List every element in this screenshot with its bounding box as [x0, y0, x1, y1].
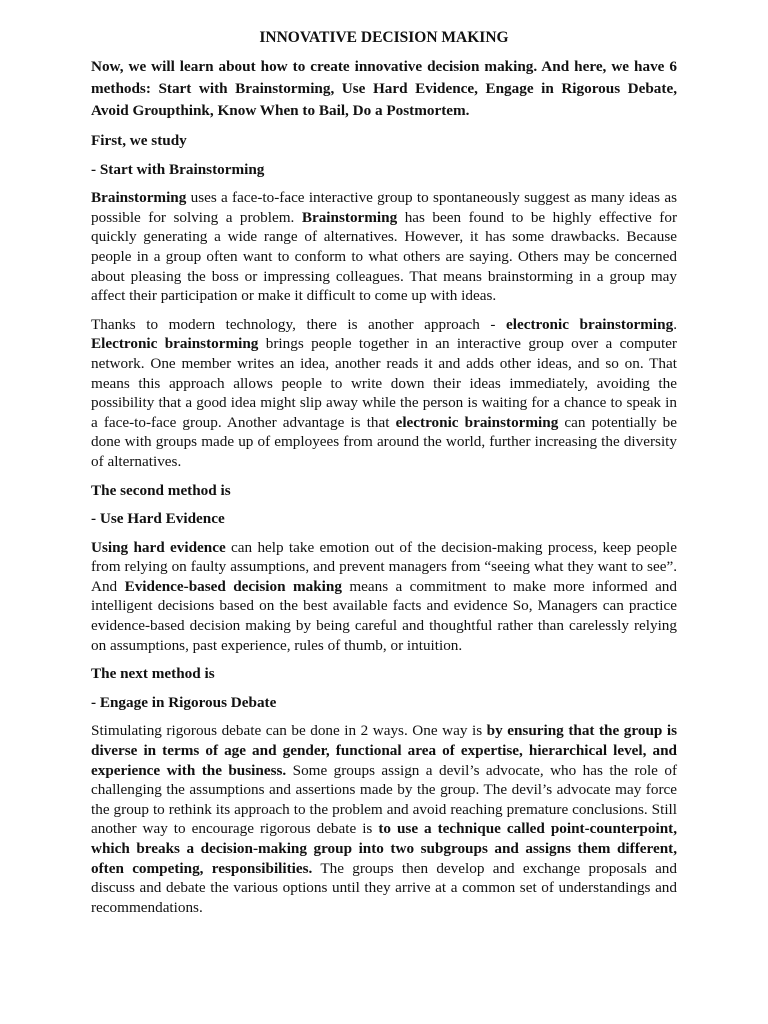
bold-text-run: Electronic brainstorming	[91, 335, 259, 353]
bold-text-run: Using hard evidence	[91, 538, 226, 556]
text-run: Stimulating rigorous debate can be done in 2 ways. One way is	[91, 722, 487, 740]
rigorous-debate-paragraph	[91, 721, 677, 917]
bold-text-run: Evidence-based decision making	[124, 577, 342, 595]
text-run: uses a face-to-face interactive group to spontaneously suggest as many ideas as possible for solving a problem.	[91, 189, 677, 226]
text-run: can potentially be done with groups made up of employees from around the world, further increasing the diversity of alternatives.	[91, 413, 677, 470]
text-run: brings people together in an interactive group over a computer network. One member writes an idea, another reads it and adds other ideas, and so on. That means this approach allows people to write down their ideas immediately, avoiding the possibility that a good idea might slip away while the person is waiting for a chance to speak in a face-to-face group. Another advantage is that	[91, 335, 677, 431]
brainstorming-paragraph	[91, 188, 677, 306]
text-run: means a commitment to make more informed and intelligent decisions based on the best available facts and evidence So, Managers can practice evidence-based decision making by being careful and thoughtful rather than carelessly relying on assumptions, past experience, rules of thumb, or intuition.	[91, 577, 677, 654]
bold-text-run: Brainstorming	[91, 189, 187, 207]
text-run: Thanks to modern technology, there is another approach -	[91, 315, 506, 333]
bold-text-run: electronic brainstorming	[506, 315, 674, 333]
bold-text-run: Brainstorming	[301, 208, 398, 226]
page-title: INNOVATIVE DECISION MAKING	[259, 29, 509, 46]
text-run: .	[673, 315, 677, 333]
bold-text-run: by ensuring that the group is diverse in terms of age and gender, functional area of expertise, hierarchical level, and experience with the business.	[91, 722, 677, 779]
section-heading-rigorous-debate: - Engage in Rigorous Debate	[91, 693, 277, 711]
second-method-label: The second method is	[91, 481, 231, 499]
section-heading-brainstorming: - Start with Brainstorming	[91, 160, 265, 178]
bold-text-run: electronic brainstorming	[395, 413, 559, 431]
first-study-label: First, we study	[91, 132, 187, 149]
text-run: Some groups assign a devil’s advocate, who has the role of challenging the assumptions and assertions made by the group. The devil’s advocate may force the group to rethink its approach to the problem and avoid reaching premature conclusions. Still another way to encourage rigorous debate is	[91, 761, 678, 838]
hard-evidence-paragraph	[91, 538, 677, 656]
electronic-brainstorming-paragraph	[91, 315, 677, 472]
text-run: can help take emotion out of the decision-making process, keep people from relying on faulty assumptions, and prevent managers from “seeing what they want to see”. And	[91, 538, 677, 595]
bold-text-run: to use a technique called point-counterpoint, which breaks a decision-making group into two subgroups and assigns them different, often competing, responsibilities.	[91, 820, 677, 877]
text-run: The groups then develop and exchange proposals and discuss and debate the various options until they arrive at a common set of understandings and recommendations.	[91, 859, 677, 916]
intro-paragraph: Now, we will learn about how to create innovative decision making. And here, we have 6 methods: Start with Brainstorming, Use Hard Evidence, Engage in Rigorous Debate, Avoid Groupthink, Know When to Bail, Do a Postmortem.	[91, 58, 677, 119]
text-run: has been found to be highly effective for quickly generating a wide range of alternatives. However, it has some drawbacks. Because people in a group often want to conform to what others are saying. Others may be concerned about pleasing the boss or impressing colleagues. That means brainstorming in a group may affect their participation or make it difficult to come up with ideas.	[91, 208, 678, 305]
next-method-label: The next method is	[91, 665, 215, 683]
section-heading-hard-evidence: - Use Hard Evidence	[91, 510, 225, 528]
